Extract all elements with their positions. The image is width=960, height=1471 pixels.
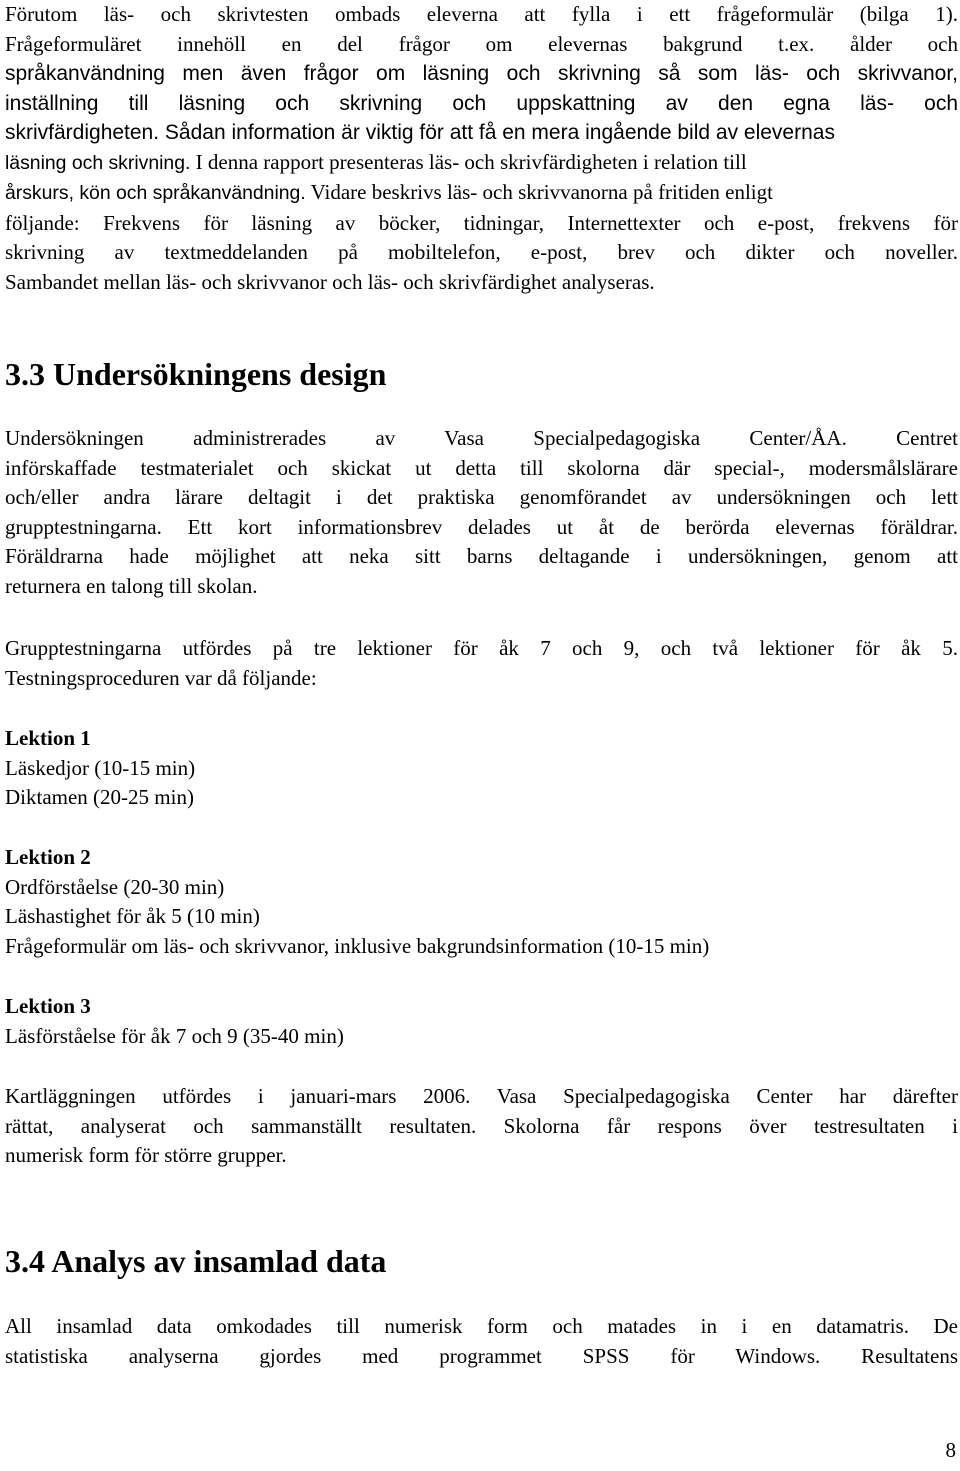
- text-line: skrivning av textmeddelanden på mobiltelefon, e-post, brev och dikter och noveller.: [5, 240, 958, 264]
- lektion-item: Läsförståelse för åk 7 och 9 (35-40 min): [5, 1023, 344, 1048]
- lektion-title: Lektion 3: [5, 994, 91, 1018]
- lektion-item: Diktamen (20-25 min): [5, 785, 194, 809]
- section-heading-text: 3.3 Undersökningens design: [5, 356, 387, 392]
- text-line: [5, 178, 958, 209]
- text-line: grupptestningarna. Ett kort informationsbrev delades ut åt de berörda elevernas föräldrar.: [5, 514, 958, 539]
- lektion-2: [5, 843, 958, 961]
- lektion-item: Frågeformulär om läs- och skrivvanor, inklusive bakgrundsinformation (10-15 min): [5, 933, 710, 958]
- intro-paragraph: [5, 0, 958, 297]
- text-line: All insamlad data omkodades till numerisk form och matades in i en datamatris. De: [5, 1314, 958, 1338]
- text-line: Frågeformuläret innehöll en del frågor om elevernas bakgrund t.ex. ålder och: [5, 31, 958, 56]
- text-line: [5, 118, 958, 148]
- lektion-item: Ordförståelse (20-30 min): [5, 874, 225, 899]
- section-heading-text: 3.4 Analys av insamlad data: [5, 1243, 387, 1279]
- design-paragraph-3: [5, 1082, 958, 1171]
- lektion-item: Läskedjor (10-15 min): [5, 755, 196, 780]
- text-fragment: skrivfärdigheten. Sådan information är viktig för att få en mera ingående bild av elevernas: [5, 121, 835, 144]
- text-fragment: läsning och skrivning.: [5, 151, 191, 174]
- text-line: Kartläggningen utfördes i januari-mars 2006. Vasa Specialpedagogiska Center har därefter: [5, 1084, 958, 1108]
- design-paragraph-2: [5, 634, 958, 693]
- text-line: Grupptestningarna utfördes på tre lektioner för åk 7 och 9, och två lektioner för åk 5.: [5, 636, 958, 660]
- text-line: inställning till läsning och skrivning och uppskattning av den egna läs- och: [5, 91, 958, 115]
- text-line: språkanvändning men även frågor om läsning och skrivning så som läs- och skrivvanor,: [5, 62, 958, 85]
- lektion-title: Lektion 1: [5, 726, 91, 750]
- section-heading-3-4: [5, 1241, 958, 1281]
- text-line: statistiska analyserna gjordes med programmet SPSS för Windows. Resultatens: [5, 1343, 958, 1368]
- page-number: 8: [945, 1438, 956, 1462]
- lektion-item: Läshastighet för åk 5 (10 min): [5, 904, 260, 928]
- lektion-title: Lektion 2: [5, 845, 91, 869]
- text-line: Testningsproceduren var då följande:: [5, 665, 317, 690]
- text-fragment: Vidare beskrivs läs- och skrivvanorna på fritiden enligt: [305, 180, 773, 204]
- design-paragraph-1: [5, 424, 958, 601]
- analysis-paragraph: [5, 1312, 958, 1371]
- text-line: Undersökningen administrerades av Vasa Specialpedagogiska Center/ÅA. Centret: [5, 426, 958, 450]
- text-line: [5, 148, 958, 179]
- text-line: Förutom läs- och skrivtesten ombads eleverna att fylla i ett frågeformulär (bilga 1).: [5, 2, 958, 26]
- text-line: Sambandet mellan läs- och skrivvanor och läs- och skrivfärdighet analyseras.: [5, 269, 655, 294]
- lektion-1: [5, 724, 958, 813]
- text-line: följande: Frekvens för läsning av böcker, tidningar, Internettexter och e-post, frekvens för: [5, 210, 958, 235]
- text-fragment: årskurs, kön och språkanvändning.: [5, 182, 306, 204]
- text-line: införskaffade testmaterialet och skickat ut detta till skolorna där special-, modersmålslärare: [5, 455, 958, 480]
- text-line: returnera en talong till skolan.: [5, 573, 258, 598]
- text-fragment: I denna rapport presenteras läs- och skrivfärdigheten i relation till: [190, 149, 747, 174]
- text-line: numerisk form för större grupper.: [5, 1143, 287, 1167]
- lektion-3: [5, 992, 958, 1051]
- text-line: Föräldrarna hade möjlighet att neka sitt barns deltagande i undersökningen, genom att: [5, 544, 958, 568]
- text-line: rättat, analyserat och sammanställt resultaten. Skolorna får respons över testresultaten i: [5, 1113, 958, 1138]
- section-heading-3-3: [5, 354, 958, 394]
- text-line: och/eller andra lärare deltagit i det praktiska genomförandet av undersökningen och lett: [5, 485, 958, 509]
